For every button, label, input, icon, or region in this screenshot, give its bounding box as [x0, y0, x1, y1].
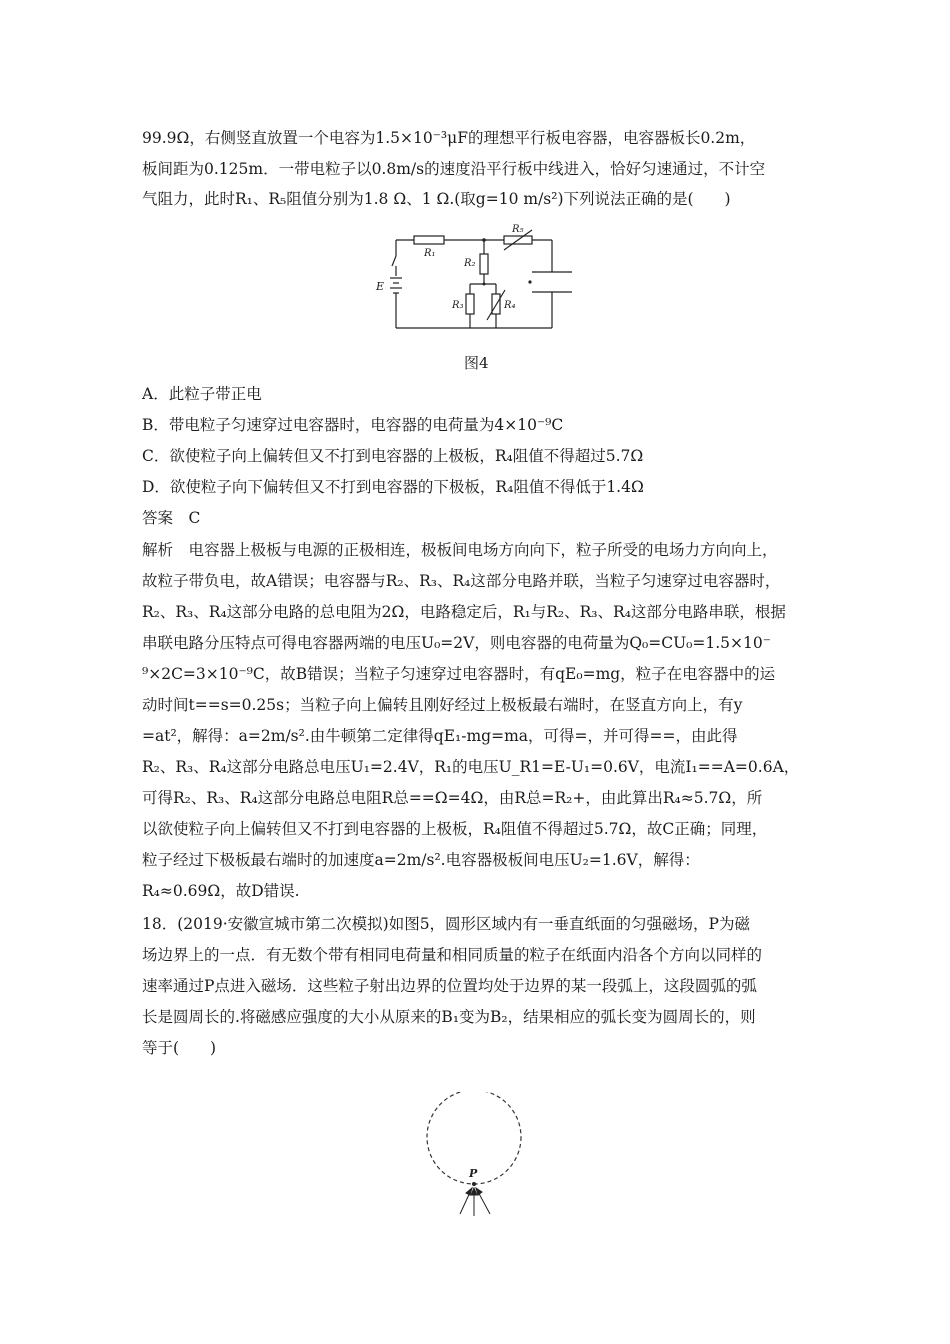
intro-line-2: 板间距为0.125m．一带电粒子以0.8m/s的速度沿平行板中线进入，恰好匀速通过，不计空	[142, 160, 766, 178]
r3-label: R₃	[452, 300, 464, 311]
problem18-line-1: 18．(2019·安徽宣城市第二次模拟)如图5，圆形区域内有一垂直纸面的匀强磁场，P为磁	[142, 915, 750, 933]
analysis-line-12: R₄≈0.69Ω，故D错误.	[142, 882, 300, 900]
intro-line-1: 99.9Ω，右侧竖直放置一个电容为1.5×10⁻³μF的理想平行板电容器，电容器板长0.2m，	[142, 129, 756, 147]
r2-resistor	[480, 254, 488, 274]
r1-resistor	[414, 236, 444, 244]
option-b: B．带电粒子匀速穿过电容器时，电容器的电荷量为4×10⁻⁹C	[142, 416, 564, 434]
r5-label: R₅	[512, 224, 524, 235]
answer-line: 答案 C	[142, 509, 201, 527]
intro-line-3: 气阻力，此时R₁、R₅阻值分别为1.8 Ω、1 Ω.(取g=10 m/s²)下列说法正确的是( )	[142, 190, 731, 208]
problem18-line-5: 等于( )	[142, 1039, 217, 1057]
r3-resistor	[466, 294, 474, 314]
analysis-line-7: =at²，解得：a=2m/s².由牛顿第二定律得qE₁-mg=ma，可得=，并可得==，由此得	[142, 727, 738, 745]
analysis-line-4: 串联电路分压特点可得电容器两端的电压U₀=2V，则电容器的电荷量为Q₀=CU₀=1.5×10⁻	[142, 634, 771, 652]
analysis-line-9: 可得R₂、R₃、R₄这部分电路总电阻R总==Ω=4Ω，由R总=R₂+，由此算出R₄≈5.7Ω，所	[142, 789, 763, 807]
option-a: A．此粒子带正电	[142, 385, 262, 403]
problem18-line-3: 速率通过P点进入磁场．这些粒子射出边界的位置均处于边界的某一段弧上，这段圆弧的弧	[142, 977, 757, 995]
analysis-line-1: 解析 电容器上极板与电源的正极相连，极板间电场方向向下，粒子所受的电场力方向向上，	[142, 541, 778, 559]
problem18-line-4: 长是圆周长的.将磁感应强度的大小从原来的B₁变为B₂，结果相应的弧长变为圆周长的，则	[142, 1008, 756, 1026]
analysis-line-5: ⁹×2C=3×10⁻⁹C，故B错误；当粒子匀速穿过电容器时，有qE₀=mg，粒子在电容器中的运	[142, 665, 776, 683]
r2-label: R₂	[464, 258, 476, 269]
r4-label: R₄	[504, 300, 516, 311]
analysis-line-10: 以欲使粒子向上偏转但又不打到电容器的上极板，R₄阻值不得超过5.7Ω，故C正确；同理，	[142, 820, 768, 838]
point-p	[472, 1182, 476, 1186]
problem18-line-2: 场边界上的一点．有无数个带有相同电荷量和相同质量的粒子在纸面内沿各个方向以同样的	[142, 946, 763, 964]
circuit-diagram	[366, 220, 586, 340]
option-d: D．欲使粒子向下偏转但又不打到电容器的下极板，R₄阻值不得低于1.4Ω	[142, 478, 644, 496]
magnetic-field-figure	[408, 1092, 548, 1222]
point-p-label: P	[469, 1167, 478, 1180]
analysis-line-11: 粒子经过下极板最右端时的加速度a=2m/s².电容器极板间电压U₂=1.6V，解得：	[142, 851, 700, 869]
analysis-line-8: R₂、R₃、R₄这部分电路总电压U₁=2.4V，R₁的电压U_R1=E-U₁=0.6V，电流I₁==A=0.6A，	[142, 758, 800, 776]
particle-dot	[528, 280, 531, 283]
analysis-line-2: 故粒子带负电，故A错误；电容器与R₂、R₃、R₄这部分电路并联，当粒子匀速穿过电容器时，	[142, 572, 781, 590]
option-c: C．欲使粒子向上偏转但又不打到电容器的上极板，R₄阻值不得超过5.7Ω	[142, 447, 644, 465]
e-label: E	[376, 280, 385, 293]
r1-label: R₁	[424, 248, 436, 259]
analysis-line-3: R₂、R₃、R₄这部分电路的总电阻为2Ω，电路稳定后，R₁与R₂、R₃、R₄这部分电路串联，根据	[142, 603, 786, 621]
analysis-line-6: 动时间t==s=0.25s；当粒子向上偏转且刚好经过上极板最右端时，在竖直方向上，有y	[142, 696, 743, 714]
figure-4-caption: 图4	[464, 354, 489, 372]
